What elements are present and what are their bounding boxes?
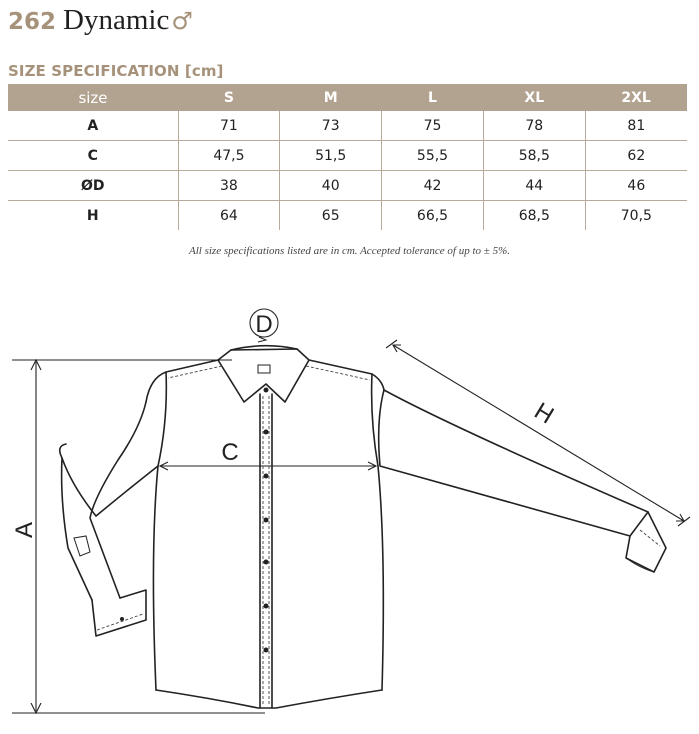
table-row <box>8 111 687 141</box>
table-cell: 58,5 <box>483 141 585 171</box>
male-icon: ♂ <box>171 7 193 35</box>
column-header: 2XL <box>585 84 687 111</box>
model-name: Dynamic <box>63 4 170 36</box>
table-header-row <box>8 84 687 111</box>
dimension-a-label: A <box>11 521 38 539</box>
row-label: H <box>86 207 99 224</box>
table-cell: 47,5 <box>178 141 280 171</box>
shirt-measurement-diagram <box>0 290 699 730</box>
dimension-a <box>11 360 265 713</box>
size-table <box>8 84 687 230</box>
dimension-h-label: H <box>529 397 559 430</box>
table-cell: 78 <box>483 111 585 141</box>
table-cell: 81 <box>585 111 687 141</box>
column-header: M <box>280 84 382 111</box>
product-title <box>8 4 193 40</box>
table-cell: 64 <box>178 201 280 231</box>
table-cell: 44 <box>483 171 585 201</box>
model-number: 262 <box>8 9 57 35</box>
column-header: size <box>8 84 178 111</box>
dimension-h <box>386 340 690 526</box>
row-label: ØD <box>8 171 178 201</box>
column-header: L <box>382 84 484 111</box>
table-cell: 55,5 <box>382 141 484 171</box>
button-row <box>264 388 269 653</box>
table-row <box>8 141 687 171</box>
table-cell: 65 <box>280 201 382 231</box>
table-cell: 46 <box>585 171 687 201</box>
table-cell: 51,5 <box>280 141 382 171</box>
tolerance-footnote: All size specifications listed are in cm. Accepted tolerance of up to ± 5%. <box>189 245 510 257</box>
table-cell: 70,5 <box>585 201 687 231</box>
table-cell: 40 <box>280 171 382 201</box>
column-header: S <box>178 84 280 111</box>
table-cell: 66,5 <box>382 201 484 231</box>
shirt-illustration <box>60 346 666 708</box>
table-cell: 68,5 <box>483 201 585 231</box>
row-label: C <box>8 141 178 171</box>
table-cell: 71 <box>178 111 280 141</box>
table-cell: 38 <box>178 171 280 201</box>
dimension-d-label: D <box>255 311 273 338</box>
table-row <box>8 171 687 201</box>
table-cell: 42 <box>382 171 484 201</box>
table-cell: 75 <box>382 111 484 141</box>
row-label: A <box>8 111 178 141</box>
dimension-d <box>250 309 278 342</box>
column-header: XL <box>483 84 585 111</box>
section-title: SIZE SPECIFICATION [cm] <box>8 62 224 80</box>
dimension-c-label: C <box>221 439 239 466</box>
table-row <box>8 201 687 231</box>
table-cell: 62 <box>585 141 687 171</box>
table-cell: 73 <box>280 111 382 141</box>
